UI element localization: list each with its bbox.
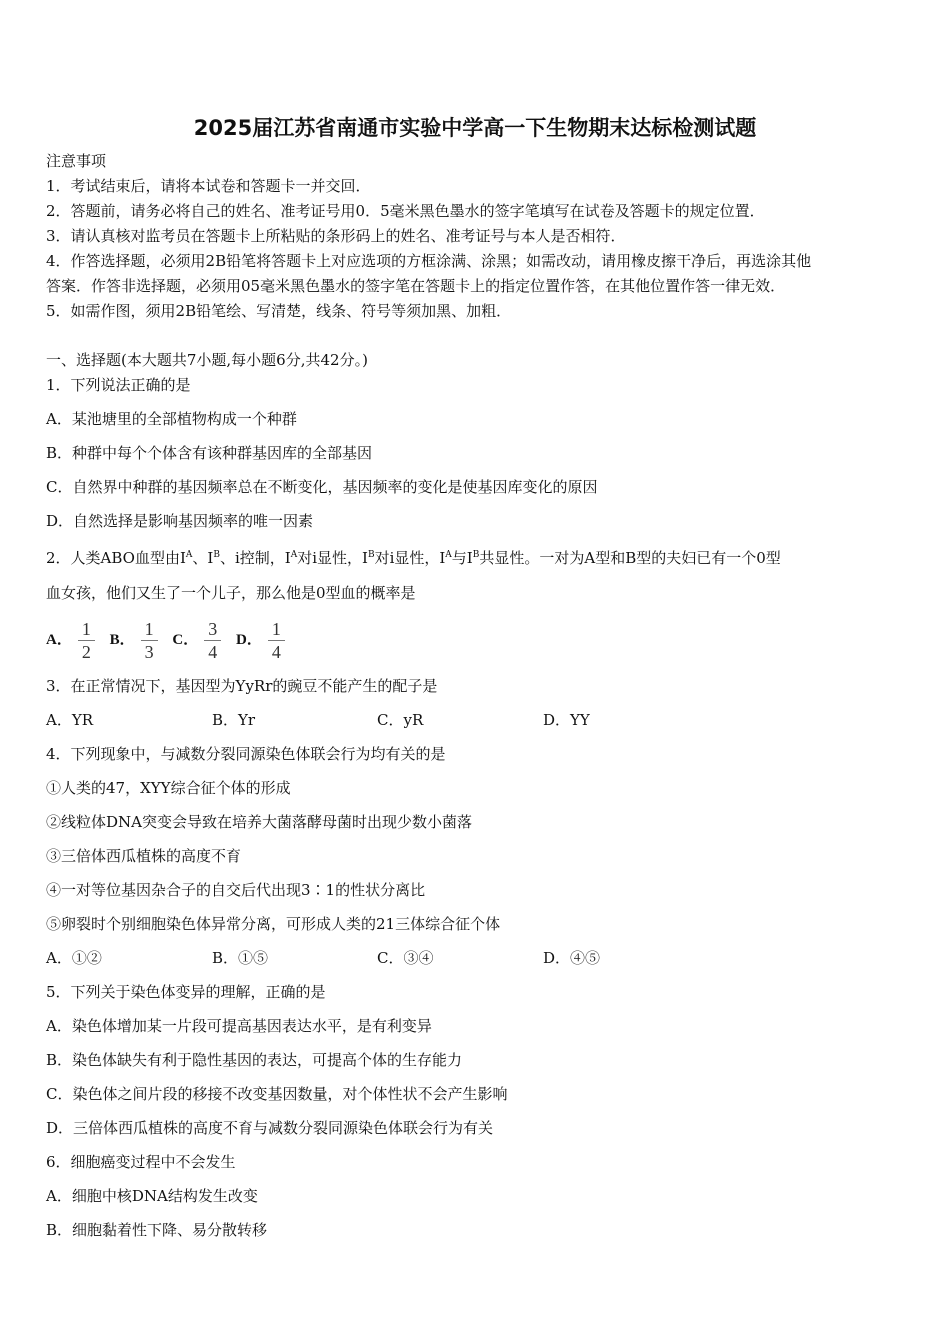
q2-option-b-fraction: $\frac{1}{3}$ [141, 618, 158, 663]
q2-stem: 2．人类ABO血型由$I^A$、$I^B$、i控制，$I^A$对i显性，$I^B$对i显性，$I^A$与$I^B$共显性。一对为A型和B型的夫妇已有一个0型 [46, 549, 781, 567]
q3-option-b: B．Yr [212, 711, 256, 729]
q4-item-3: ③三倍体西瓜植株的高度不育 [46, 847, 242, 865]
section-heading: 一、选择题(本大题共7小题,每小题6分,共42分。) [46, 351, 368, 369]
q5-option-c: C．染色体之间片段的移接不改变基因数量，对个体性状不会产生影响 [46, 1085, 508, 1103]
q4-stem: 4．下列现象中，与减数分裂同源染色体联会行为均有关的是 [46, 745, 446, 763]
q2-stem-cont: 血女孩，他们又生了一个儿子，那么他是0型血的概率是 [46, 584, 416, 602]
q2-option-b-label: B． [109, 632, 135, 648]
q4-option-a: A．①② [46, 949, 102, 967]
q5-option-a: A．染色体增加某一片段可提高基因表达水平，是有利变异 [46, 1017, 432, 1035]
q2-option-a-label: A． [46, 632, 72, 648]
q4-option-b: B．①⑤ [212, 949, 269, 967]
q2-option-a-fraction: $\frac{1}{2}$ [78, 618, 95, 663]
notice-item-5: 5．如需作图，须用2B铅笔绘、写清楚，线条、符号等须加黑、加粗． [46, 302, 512, 320]
q4-item-4: ④一对等位基因杂合子的自交后代出现3∶1的性状分离比 [46, 881, 426, 899]
q5-option-d: D．三倍体西瓜植株的高度不育与减数分裂同源染色体联会行为有关 [46, 1119, 494, 1137]
q4-item-5: ⑤卵裂时个别细胞染色体异常分离，可形成人类的21三体综合征个体 [46, 915, 501, 933]
q4-item-1: ①人类的47，XYY综合征个体的形成 [46, 779, 291, 797]
q2-option-d-fraction: $\frac{1}{4}$ [268, 618, 285, 663]
q1-option-b: B．种群中每个个体含有该种群基因库的全部基因 [46, 444, 373, 462]
notice-heading: 注意事项 [46, 152, 107, 170]
q5-option-b: B．染色体缺失有利于隐性基因的表达，可提高个体的生存能力 [46, 1051, 463, 1069]
notice-item-3: 3．请认真核对监考员在答题卡上所粘贴的条形码上的姓名、准考证号与本人是否相符． [46, 227, 626, 245]
notice-item-1: 1．考试结束后，请将本试卷和答题卡一并交回． [46, 177, 371, 195]
notice-item-2: 2．答题前，请务必将自己的姓名、准考证号用0．5毫米黑色墨水的签字笔填写在试卷及答题卡的规定位置． [46, 202, 765, 220]
q6-stem: 6．细胞癌变过程中不会发生 [46, 1153, 236, 1171]
q3-stem: 3．在正常情况下，基因型为YyRr的豌豆不能产生的配子是 [46, 677, 438, 695]
q6-option-a: A．细胞中核DNA结构发生改变 [46, 1187, 258, 1205]
q2-option-c-label: C． [172, 632, 199, 648]
q2-option-d-label: D． [236, 632, 262, 648]
q3-option-d: D．YY [543, 711, 590, 729]
q4-item-2: ②线粒体DNA突变会导致在培养大菌落酵母菌时出现少数小菌落 [46, 813, 472, 831]
q5-stem: 5．下列关于染色体变异的理解，正确的是 [46, 983, 326, 1001]
notice-item-4-cont: 答案．作答非选择题，必须用05毫米黑色墨水的签字笔在答题卡上的指定位置作答，在其他位置作答一律无效． [46, 277, 786, 295]
q1-option-a: A．某池塘里的全部植物构成一个种群 [46, 410, 297, 428]
q4-option-d: D．④⑤ [543, 949, 601, 967]
notice-item-4: 4．作答选择题，必须用2B铅笔将答题卡上对应选项的方框涂满、涂黑；如需改动，请用橡皮擦干净后，再选涂其他 [46, 252, 812, 270]
q3-option-a: A．YR [46, 711, 94, 729]
q3-option-c: C．yR [377, 711, 424, 729]
q1-option-c: C．自然界中种群的基因频率总在不断变化，基因频率的变化是使基因库变化的原因 [46, 478, 598, 496]
q6-option-b: B．细胞黏着性下降、易分散转移 [46, 1221, 268, 1239]
q2-option-c-fraction: $\frac{3}{4}$ [204, 618, 221, 663]
q1-option-d: D．自然选择是影响基因频率的唯一因素 [46, 512, 314, 530]
q4-option-c: C．③④ [377, 949, 434, 967]
page-title: 2025届江苏省南通市实验中学高一下生物期末达标检测试题 [193, 116, 757, 140]
q1-stem: 1．下列说法正确的是 [46, 376, 191, 394]
q2-options [46, 616, 295, 663]
